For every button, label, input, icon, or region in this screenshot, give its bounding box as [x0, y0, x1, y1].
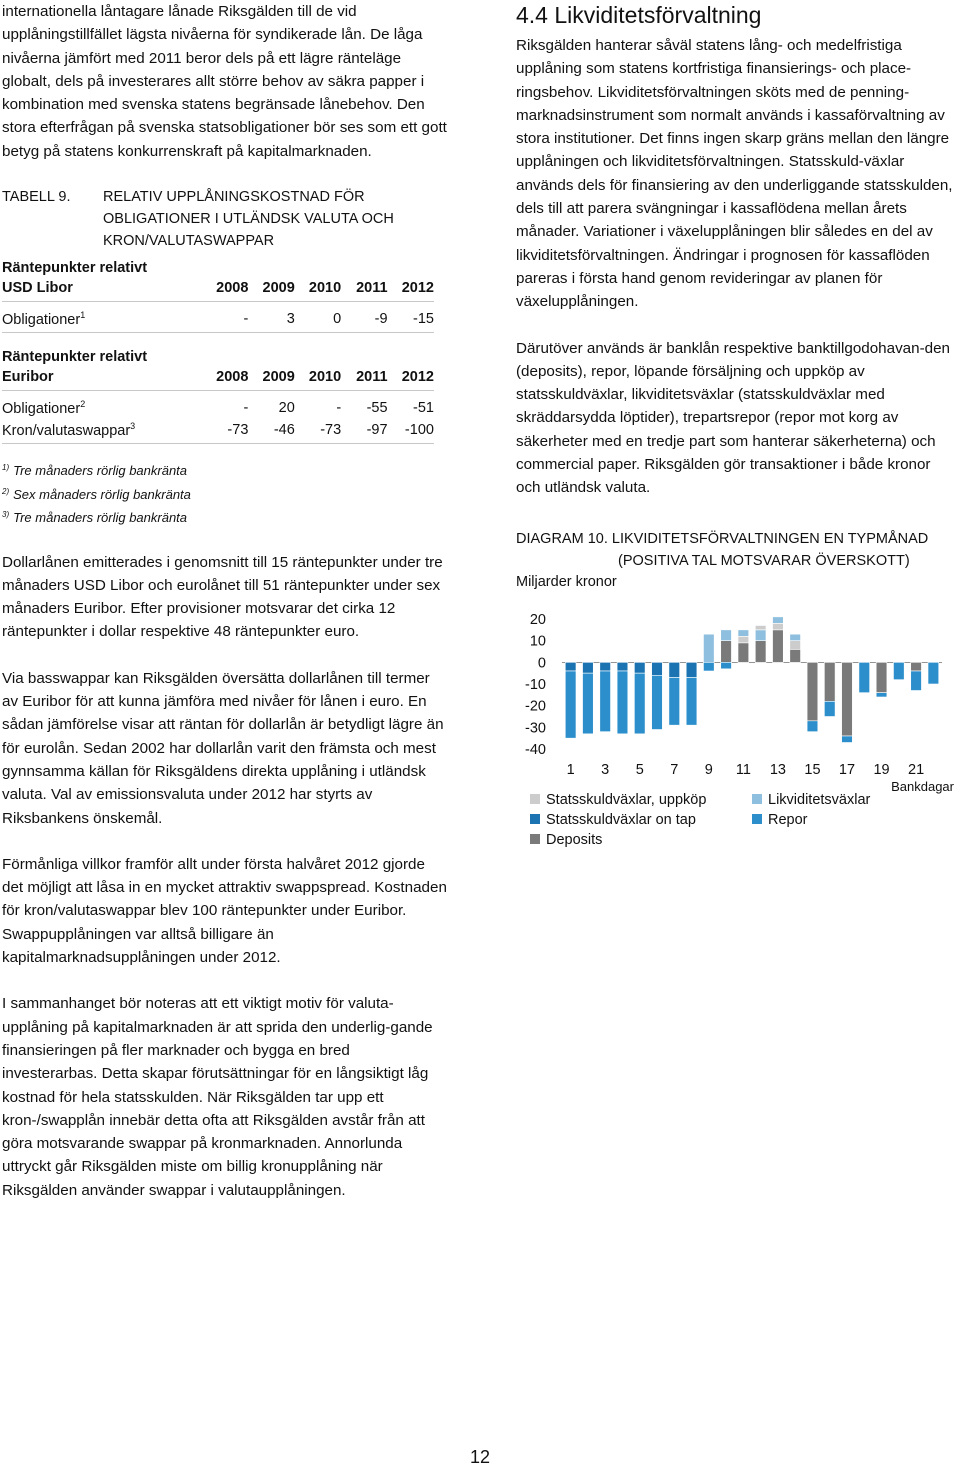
- chart-bar-segment: [755, 626, 766, 630]
- chart-bar-segment: [738, 630, 749, 637]
- table-caption: [2, 186, 448, 252]
- left-paragraph-5: I sammanhanget bör noteras att ett viktigt motiv för valuta-upplåning på kapitalmarknaden är att sprida den underlig-gande finansieringen på fler marknader och bygga en bred investerarbas. Detta skapar förutsättningar för en långsiktigt låg kostnad för hela statsskulden. När Riksgälden tar upp ett kron-/swapplån innebär detta ofta att Riksgälden avstår från att göra motsvarande swappar på kronmarknaden. Annorlunda uttryckt går Riksgälden miste om billig kronupplåning när Riksgälden använder swappar i valutaupplåningen.: [2, 995, 433, 1199]
- chart-bar-segment: [842, 736, 853, 743]
- x-tick-label: 19: [873, 762, 890, 778]
- left-paragraph-2: Dollarlånen emitterades i genomsnitt till 15 räntepunkter under tre månaders USD Libor och eurolånet till 51 räntepunkter under sex månaders Euribor. Efter provisioner motsvarar det cirka 12 räntepunkter i dollar respektive 48 räntepunkter euro.: [2, 553, 443, 641]
- y-tick-label: -10: [525, 677, 546, 693]
- chart-bar-segment: [911, 662, 922, 671]
- section-heading: 4.4 Likviditetsförvaltning: [516, 2, 762, 28]
- x-tick-label: 13: [769, 762, 786, 778]
- table-cell: -: [336, 400, 342, 417]
- chart-bar-segment: [600, 671, 611, 732]
- diagram-title-line-1: LIKVIDITETSFÖRVALTNINGEN EN TYPMÅNAD: [611, 530, 929, 547]
- chart-bar-segment: [721, 641, 732, 663]
- left-paragraph-1: internationella låntagare lånade Riksgälden till de vid upplåningstillfället lägsta nivåerna för syndikerade lån. De låga nivåerna jämfört med 2011 beror dels på ett lägre ränteläge globalt, dels på investerares allt större behov av säkra papper i kombination med svenska statens begränsade lånebehov. Den stora efterfrågan på svenska statsobligationer bör ses som ett gott betyg på statens konkurrenskraft på kapitalmarknaden.: [2, 3, 447, 160]
- x-tick-label: 7: [670, 762, 679, 778]
- left-paragraph-3: Via basswappar kan Riksgälden översätta dollarlånen till termer av Euribor för att kunna jämföra med nivåer för lånen i euro. En sådan jämförelse visar att räntan för dollarlån är betydligt lägre än för eurolån. Sedan 2002 har dollarlån varit den främsta och mest gynnsamma källan för Riksgäldens direkta upplåning i utländsk valuta. Val av emissionsvaluta under 2012 har styrts av Riksbankens önskemål.: [2, 669, 444, 827]
- section-1-years-row: [2, 278, 434, 302]
- chart-bar-segment: [773, 623, 784, 630]
- chart-bar-segment: [600, 662, 611, 671]
- table-cell: -100: [404, 422, 434, 439]
- year-cell: 2012: [401, 280, 434, 297]
- chart-bar-segment: [721, 630, 732, 641]
- section-2-header-line-1: Räntepunkter relativt: [2, 349, 148, 366]
- left-column: [2, 0, 448, 1202]
- chart-legend-right: [752, 790, 870, 830]
- footnote: $^{2)}$ Sex månaders rörlig bankränta: [2, 486, 191, 502]
- table-cell: 0: [333, 311, 342, 328]
- legend-swatch: [752, 794, 762, 804]
- right-paragraph-2: Därutöver används är banklån respektive banktillgodohavan-den (deposits), repor, löpande försäljning och uppköp av statsskuldväxlar, likviditetsväxlar (statsskuldväxlar med skräddarsydda löptider), trepartsrepor (repor mot korg av säkerheter med en tredje part som hanterar säkerheterna) och commercial paper. Riksgälden gör transaktioner i både kronor och utländsk valuta.: [516, 339, 950, 497]
- year-cell: 2011: [356, 369, 388, 386]
- year-cell: 2011: [356, 280, 388, 297]
- x-tick-label: 3: [601, 762, 610, 778]
- section-2-header-line-2: Euribor: [2, 369, 54, 386]
- chart-bar-segment: [859, 662, 870, 692]
- chart-bar-segment: [565, 671, 576, 738]
- row-label: Obligationer$^2$: [2, 399, 86, 418]
- table-section-2-header: [2, 347, 434, 391]
- chart-bar-segment: [652, 662, 663, 675]
- chart-bar-segment: [652, 675, 663, 729]
- chart-bar-segment: [911, 671, 922, 691]
- x-tick-label: 21: [908, 762, 925, 778]
- table-cell: -51: [412, 400, 434, 417]
- chart-bar-segment: [669, 662, 680, 677]
- table-cell: -73: [320, 422, 342, 439]
- row-label: Obligationer$^1$: [2, 310, 86, 329]
- y-tick-label: 10: [529, 633, 546, 650]
- chart-bar-segment: [721, 662, 732, 669]
- year-cell: 2009: [262, 280, 295, 297]
- chart-bar-segment: [565, 662, 576, 671]
- chart-bar-segment: [807, 662, 818, 721]
- chart-bar-segment: [583, 673, 594, 734]
- year-cell: 2008: [216, 369, 249, 386]
- table-cell: -97: [366, 422, 388, 439]
- table-9: [2, 258, 434, 529]
- chart-bar-segment: [928, 662, 939, 684]
- y-tick-label: 0: [537, 655, 546, 672]
- legend-item-deposits: Deposits: [530, 830, 706, 850]
- chart-bar-segment: [790, 649, 801, 662]
- chart-bar-segment: [824, 701, 835, 716]
- x-tick-label: 17: [838, 762, 856, 778]
- table-row: [2, 397, 434, 419]
- chart-bar-segment: [738, 636, 749, 643]
- chart-bar-segment: [686, 678, 697, 726]
- chart-bar-segment: [703, 662, 714, 671]
- chart-bar-segment: [617, 662, 628, 671]
- row-label: Kron/valutaswappar$^3$: [2, 421, 136, 440]
- legend-swatch: [752, 814, 762, 824]
- legend-item-repor: Repor: [752, 810, 870, 830]
- y-tick-label: -40: [525, 742, 546, 758]
- chart-bar-segment: [773, 617, 784, 624]
- year-cell: 2009: [262, 369, 295, 386]
- table-cell: -73: [227, 422, 249, 439]
- footnote: $^{3)}$ Tre månaders rörlig bankränta: [2, 510, 188, 526]
- table-footnotes: [2, 458, 434, 529]
- year-cell: 2010: [308, 280, 342, 297]
- legend-swatch: [530, 814, 540, 824]
- chart-bar-segment: [755, 630, 766, 641]
- x-tick-label: 1: [566, 762, 575, 778]
- chart-bar-segment: [807, 721, 818, 732]
- y-tick-label: -30: [525, 720, 546, 737]
- diagram-units: Miljarder kronor: [516, 573, 617, 590]
- chart-bar-segment: [876, 662, 887, 692]
- chart-bar-segment: [790, 641, 801, 650]
- y-tick-label: -20: [525, 698, 546, 715]
- table-cell: -46: [273, 422, 295, 439]
- chart-bar-segment: [634, 673, 645, 734]
- section-1-header-line-2: USD Libor: [2, 280, 73, 297]
- table-cell: -15: [412, 311, 434, 328]
- chart-bar-segment: [755, 641, 766, 663]
- x-tick-label: 15: [804, 762, 821, 778]
- table-cell: -55: [366, 400, 388, 417]
- footnote: $^{1)}$ Tre månaders rörlig bankränta: [2, 463, 188, 479]
- left-paragraph-4: Förmånliga villkor framför allt under första halvåret 2012 gjorde det möjligt att låsa in en mycket attraktiv swappspread. Kostnaden för kron/valutaswappar blev 100 räntepunkter under Euribor. Swappupplåningen var alltså billigare än kapitalmarknadsupplåningen under 2012.: [2, 855, 447, 967]
- diagram-label: DIAGRAM 10.: [516, 530, 608, 547]
- x-tick-label: 5: [635, 762, 644, 778]
- section-2-years-row: [2, 367, 434, 391]
- legend-item-on-tap: Statsskuldväxlar on tap: [530, 810, 706, 830]
- chart-bar-segment: [790, 634, 801, 641]
- legend-swatch: [530, 834, 540, 844]
- table-row: [2, 308, 434, 333]
- year-cell: 2012: [401, 369, 434, 386]
- diagram-caption: [516, 528, 958, 572]
- chart-bar-segment: [669, 678, 680, 726]
- section-1-header-line-1: Räntepunkter relativt: [2, 260, 148, 277]
- chart-bar-segment: [893, 662, 904, 679]
- page-number: 12: [469, 1447, 491, 1467]
- chart-bar-segment: [738, 643, 749, 663]
- table-cell: 20: [278, 400, 295, 417]
- table-label: TABELL 9.: [2, 189, 71, 206]
- table-cell: -: [243, 311, 249, 328]
- table-section-1-header: [2, 258, 434, 302]
- chart-bar-segment: [773, 630, 784, 663]
- diagram-title-line-2: (POSITIVA TAL MOTSVARAR ÖVERSKOTT): [618, 552, 910, 569]
- chart-bar-segment: [876, 693, 887, 697]
- chart-bar-segment: [634, 662, 645, 673]
- chart-bar-segment: [703, 634, 714, 662]
- table-cell: 3: [286, 311, 295, 328]
- y-tick-label: 20: [529, 612, 546, 628]
- year-cell: 2008: [216, 280, 249, 297]
- legend-item-likviditetsvaxlar: Likviditetsväxlar: [752, 790, 870, 810]
- table-cell: -9: [374, 311, 388, 328]
- chart-legend-left: [530, 790, 706, 850]
- x-axis-label: Bankdagar: [891, 779, 954, 794]
- chart-bar-segment: [824, 662, 835, 701]
- year-cell: 2010: [308, 369, 342, 386]
- table-cell: -: [243, 400, 249, 417]
- legend-item-uppkop: Statsskuldväxlar, uppköp: [530, 790, 706, 810]
- legend-swatch: [530, 794, 540, 804]
- right-paragraph-1: Riksgälden hanterar såväl statens lång- och medelfristiga upplåning som statens kortfristiga finansierings- och place-ringsbehov. Likviditetsförvaltningen sköts med de penning-marknadsinstrument som normalt används i kassaförvaltning av stora institutioner. Det finns ingen skarp gräns mellan den längre upplåningen och likviditetsförvaltningen. Statsskuld-växlar används dels för finansiering av den underliggande statsskulden, dels till att parera svängningar i kassaflödena mellan årets månader. Variationer i växelupplåningen blir således en del av likviditetsförvaltningen. Ändringar i prognosen för kassaflöden pareras i första hand genom revideringar av planen för växelupplåningen.: [516, 37, 953, 311]
- chart-bar-segment: [617, 671, 628, 734]
- chart-bar-segment: [842, 662, 853, 736]
- table-title: RELATIV UPPLÅNINGSKOSTNAD FÖR OBLIGATIONER I UTLÄNDSK VALUTA OCH KRON/VALUTASWAPPAR: [103, 189, 394, 250]
- right-column: [516, 0, 958, 590]
- x-tick-label: 11: [735, 762, 751, 778]
- x-tick-label: 9: [704, 762, 713, 778]
- chart-bar-segment: [686, 662, 697, 677]
- table-row: [2, 419, 434, 444]
- chart-bar-segment: [583, 662, 594, 673]
